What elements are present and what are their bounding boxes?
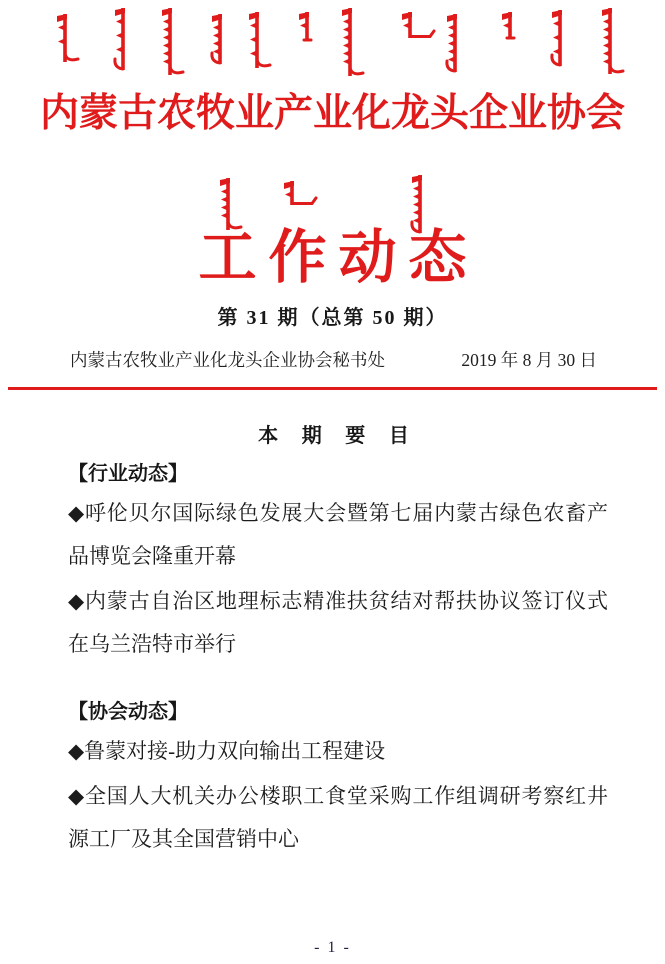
contents-heading: 本 期 要 目 (258, 425, 418, 447)
section-title: 【协会动态】 (68, 701, 188, 723)
contents-item: ◆全国人大机关办公楼职工食堂采购工作组调研考察红井源工厂及其全国营销中心 (68, 784, 608, 851)
red-divider-rule (8, 387, 657, 390)
contents-section (68, 462, 608, 666)
contents-section (68, 700, 608, 861)
page-number: - 1 - (314, 939, 351, 956)
meta-line (70, 347, 597, 372)
publisher-name: 内蒙古农牧业产业化龙头企业协会秘书处 (70, 350, 385, 370)
publish-date: 2019 年 8 月 30 日 (461, 350, 597, 370)
table-of-contents (68, 424, 608, 861)
contents-sections (68, 462, 608, 861)
section-title: 【行业动态】 (68, 463, 188, 485)
issue-number-line: 第 31 期（总第 50 期） (217, 307, 448, 329)
contents-item: ◆呼伦贝尔国际绿色发展大会暨第七届内蒙古绿色农畜产品博览会隆重开幕 (68, 501, 608, 568)
bulletin-title: 工作动态 (198, 225, 479, 290)
org-name-title: 内蒙古农牧业产业化龙头企业协会 (39, 92, 625, 135)
contents-item: ◆内蒙古自治区地理标志精准扶贫结对帮扶协议签订仪式在乌兰浩特市举行 (68, 589, 608, 656)
mongolian-script-row-icon (0, 4, 665, 80)
contents-item: ◆鲁蒙对接-助力双向输出工程建设 (68, 739, 386, 763)
